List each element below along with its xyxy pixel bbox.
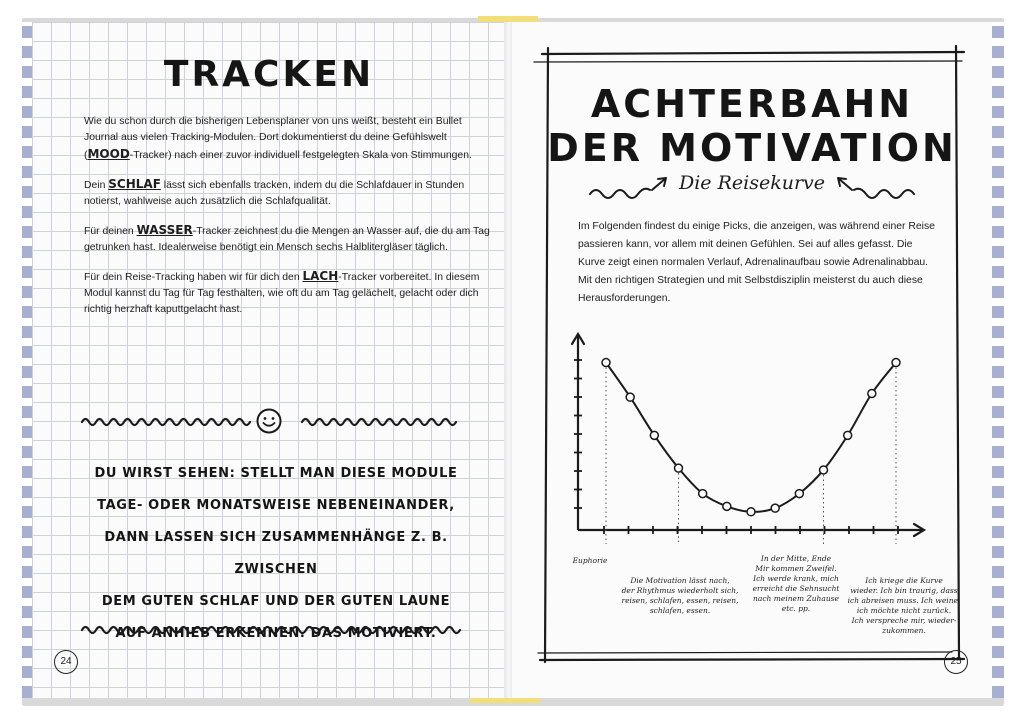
right-page-subtitle: Die Reisekurve	[678, 172, 826, 194]
right-page-body: Im Folgenden findest du einige Picks, die anzeigen, was während einer Reise passieren kann, vor allem mit deinen Gefühlen. Sei auf alles gefasst. Die Kurve zeigt einen normalen Verlauf, Adrenalinaufbau sowie Adrenalinabbau. Mit den richtigen Strategien und mit Selbstdisziplin meisterst du auch diese Herausforderungen.	[578, 221, 935, 304]
body-paragraph	[84, 176, 494, 210]
quote-line: TAGE- ODER MONATSWEISE NEBENEINANDER,	[97, 498, 455, 513]
tracker-keyword: LACH	[302, 269, 339, 283]
paragraph-text: Dein	[84, 180, 109, 191]
data-point	[771, 504, 779, 512]
left-page	[32, 22, 506, 698]
data-point	[675, 464, 683, 472]
data-point	[650, 431, 658, 439]
annotation-euphorie: Euphorie	[572, 556, 608, 565]
page-number-left: 24	[54, 650, 78, 674]
quote-line: DU WIRST SEHEN: STELLT MAN DIESE MODULE	[94, 466, 458, 481]
data-point	[723, 502, 731, 510]
left-page-title: TRACKEN	[163, 54, 375, 95]
data-point	[844, 431, 852, 439]
data-point	[892, 359, 900, 367]
left-page-body	[84, 114, 494, 330]
paragraph-text: lässt sich ebenfalls tracken, indem du die Schlafdauer in Stunden notierst, wahlweise auch zusätzlich die Schlafqualität.	[84, 180, 465, 207]
paragraph-text: -Tracker zeichnest du die Mengen an Wasser auf, die du am Tag getrunken hast. Idealerweise benötigt ein Mensch sechs Halblitergläser täglich.	[84, 226, 490, 253]
quote-line: AUF ANHIEB ERKENNEN. DAS MOTIVIERT.	[115, 626, 437, 641]
smiley-icon	[255, 407, 283, 435]
tracker-keyword: SCHLAF	[108, 177, 161, 191]
quote-line: DEM GUTEN SCHLAF UND DER GUTEN LAUNE	[101, 594, 451, 609]
wave-divider-bottom	[80, 622, 470, 638]
annotation-kurve: Ich kriege die Kurve wieder. Ich bin traurig, dass ich abreisen muss. Ich weine, ich möchte nicht zurück. Ich verspreche mir, wieder- zukommen.	[847, 576, 961, 635]
tracker-keyword: WASSER	[136, 223, 193, 237]
quote-line: DANN LASSEN SICH ZUSAMMENHÄNGE Z. B. ZWISCHEN	[104, 530, 448, 577]
body-paragraph	[84, 222, 494, 256]
data-point	[626, 393, 634, 401]
paragraph-text: Für deinen	[84, 226, 137, 237]
right-page	[512, 22, 992, 698]
annotation-motivation: Die Motivation lässt nach, der Rhythmus wiederholt sich, reisen, schlafen, essen, reisen, schlafen, essen.	[621, 576, 739, 615]
tracker-keyword: MOOD	[87, 147, 130, 161]
page-number-right: 25	[944, 650, 968, 674]
right-page-title-line1: ACHTERBAHN	[590, 82, 914, 126]
paragraph-text: Für dein Reise-Tracking haben wir für dich den	[84, 272, 303, 283]
data-point	[820, 466, 828, 474]
series-line	[606, 363, 896, 512]
ribbon-bottom	[470, 698, 540, 703]
paragraph-text: -Tracker) nach einer zuvor individuell festgelegten Skala von Stimmungen.	[129, 150, 472, 161]
paragraph-text: Wie du schon durch die bisherigen Lebensplaner von uns weißt, besteht ein Bullet Journal aus vielen Tracking-Modulen. Dort dokumentierst du deine Gefühlswelt (	[84, 116, 462, 161]
page-edge-stripes-left	[22, 22, 32, 698]
paragraph-text: -Tracker vorbereitet. In diesem Modul kannst du Tag für Tag festhalten, wie oft du am Tag gelächelt, gelacht oder dich richtig herzhaft kaputtgelacht hast.	[84, 272, 480, 315]
data-point	[747, 508, 755, 516]
annotation-mitte: In der Mitte, Ende Mir kommen Zweifel. Ich werde krank, mich erreicht die Sehnsucht nach meinem Zuhause etc. pp.	[752, 554, 840, 613]
data-point	[602, 359, 610, 367]
data-point	[699, 490, 707, 498]
data-point	[868, 390, 876, 398]
page-edge-stripes-right	[992, 22, 1004, 698]
right-page-title-line2: DER MOTIVATION	[547, 126, 957, 170]
body-paragraph	[84, 268, 494, 318]
body-paragraph	[84, 114, 494, 164]
data-point	[795, 490, 803, 498]
